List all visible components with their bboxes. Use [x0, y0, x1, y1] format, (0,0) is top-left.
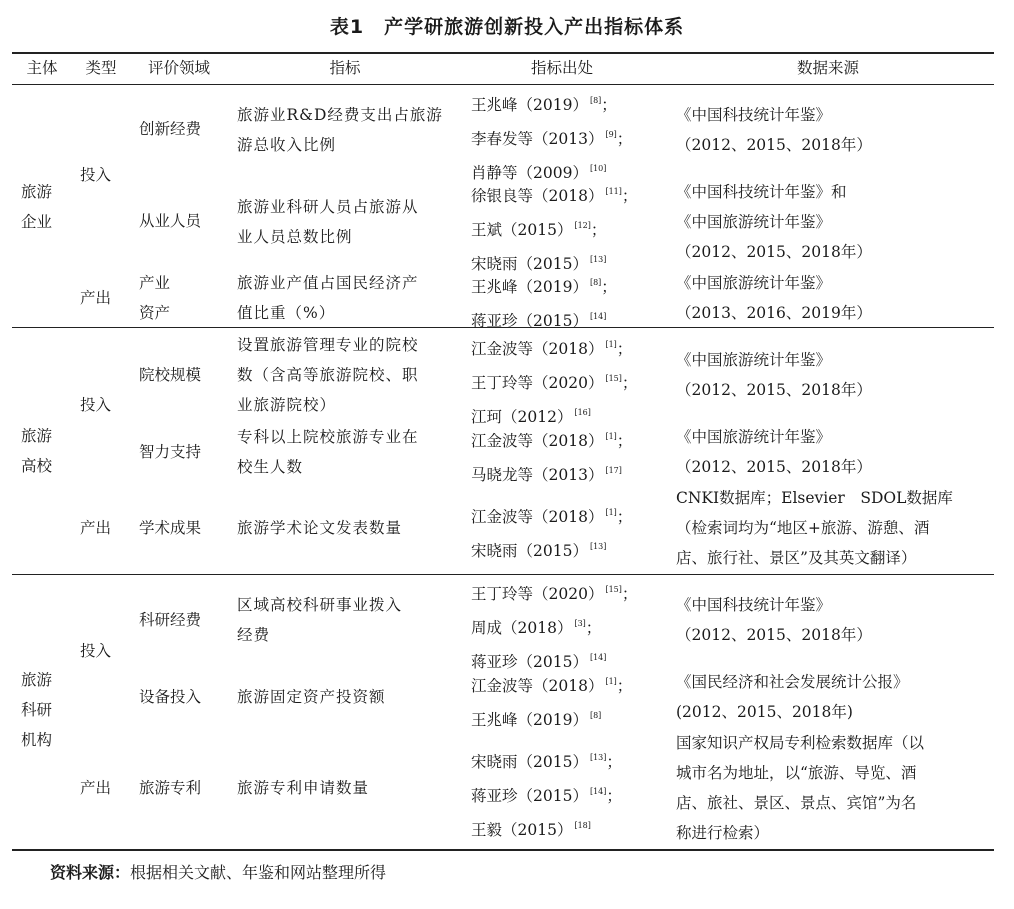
- reference-separator: ；: [616, 432, 633, 450]
- indicator-cell-line: 旅游业产值占国民经济产: [237, 274, 419, 292]
- subject-enterprise-line: 旅游: [21, 183, 53, 201]
- subject-college-line: 旅游: [21, 427, 53, 445]
- field-cell: [139, 268, 170, 328]
- reference-author: 蒋亚珍（2015）: [471, 312, 588, 330]
- field-cell: [139, 605, 201, 635]
- reference-cell: [471, 667, 632, 735]
- indicator-cell-line: 旅游业R&D经费支出占旅游: [237, 106, 443, 124]
- indicator-cell: [237, 192, 419, 252]
- source-cell-line: （检索词均为“地区+旅游、游憩、酒: [676, 519, 930, 537]
- field-cell-line: 产业: [139, 274, 171, 292]
- reference-author: 宋晓雨（2015）: [471, 753, 588, 771]
- subject-college: [21, 421, 52, 481]
- table-title: 表1 产学研旅游创新投入产出指标体系: [329, 16, 685, 38]
- citation-number: [9]: [605, 130, 617, 139]
- source-cell-line: 《中国旅游统计年鉴》: [676, 274, 832, 292]
- reference-separator: ；: [621, 187, 638, 205]
- source-cell-line: 《中国旅游统计年鉴》: [676, 351, 832, 369]
- bottom-rule: [12, 849, 994, 851]
- citation-number: [1]: [605, 340, 617, 349]
- citation-number: [1]: [605, 432, 617, 441]
- reference-cell: [471, 498, 632, 566]
- source-cell-line: 《中国旅游统计年鉴》: [676, 213, 832, 231]
- source-cell-line: 称进行检索）: [676, 824, 770, 842]
- subject-enterprise: [21, 177, 52, 237]
- subject-institute-line: 科研: [21, 701, 53, 719]
- subject-enterprise-line: 企业: [21, 213, 53, 231]
- citation-number: [11]: [605, 187, 622, 196]
- citation-number: [12]: [574, 221, 591, 230]
- field-cell-line: 创新经费: [139, 120, 202, 138]
- reference-line: [471, 811, 622, 845]
- reference-separator: ；: [585, 619, 602, 637]
- source-cell: [676, 667, 909, 727]
- reference-author: 宋晓雨（2015）: [471, 255, 588, 273]
- type-input-line: 投入: [80, 396, 112, 414]
- reference-author: 蒋亚珍（2015）: [471, 653, 588, 671]
- source-cell-line: 国家知识产权局专利检索数据库（以: [676, 734, 925, 752]
- reference-author: 李春发等（2013）: [471, 130, 604, 148]
- field-cell-line: 学术成果: [139, 519, 202, 537]
- type-output-line: 产出: [80, 779, 112, 797]
- citation-number: [3]: [574, 619, 586, 628]
- citation-number: [18]: [574, 821, 591, 830]
- header-reference: 指标出处: [530, 59, 593, 77]
- source-cell-line: （2012、2015、2018年）: [676, 626, 872, 644]
- citation-number: [14]: [589, 312, 607, 321]
- subject-institute: [21, 665, 52, 755]
- indicator-cell-line: 值比重（%）: [237, 304, 336, 322]
- subject-college-line: 高校: [21, 457, 53, 475]
- reference-author: 王毅（2015）: [471, 821, 573, 839]
- indicator-cell-line: 游总收入比例: [237, 136, 337, 154]
- indicator-cell: [237, 422, 419, 482]
- source-cell: [676, 590, 872, 650]
- indicator-cell-line: 经费: [237, 626, 271, 644]
- citation-number: [8]: [589, 96, 602, 105]
- source-cell-line: CNKI数据库；Elsevier SDOL数据库: [676, 489, 953, 507]
- indicator-cell: [237, 682, 386, 712]
- source-cell-line: （2012、2015、2018年）: [676, 136, 872, 154]
- reference-author: 王丁玲等（2020）: [471, 374, 604, 392]
- header-rule: [12, 84, 994, 85]
- source-cell-line: 城市名为地址，以“旅游、导览、酒: [676, 764, 917, 782]
- source-cell: [676, 483, 953, 573]
- reference-line: [471, 330, 637, 364]
- subject-institute-line: 机构: [21, 731, 53, 749]
- indicator-cell-line: 校生人数: [237, 458, 304, 476]
- reference-author: 江金波等（2018）: [471, 340, 604, 358]
- source-cell: [676, 177, 872, 267]
- header-type: 类型: [85, 59, 117, 77]
- field-cell: [139, 773, 201, 803]
- field-cell: [139, 682, 201, 712]
- reference-author: 蒋亚珍（2015）: [471, 787, 588, 805]
- header-source: 数据来源: [796, 59, 859, 77]
- citation-number: [15]: [605, 374, 622, 383]
- citation-number: [1]: [605, 508, 617, 517]
- indicator-cell-line: 业人员总数比例: [237, 228, 353, 246]
- source-cell-line: 《中国科技统计年鉴》: [676, 596, 832, 614]
- reference-line: [471, 701, 632, 735]
- reference-author: 宋晓雨（2015）: [471, 542, 588, 560]
- field-cell-line: 智力支持: [139, 443, 202, 461]
- indicator-cell-line: 旅游业科研人员占旅游从: [237, 198, 419, 216]
- field-cell-line: 院校规模: [139, 366, 202, 384]
- citation-number: [13]: [589, 753, 607, 762]
- reference-line: [471, 177, 637, 211]
- reference-cell: [471, 268, 617, 336]
- reference-author: 马晓龙等（2013）: [471, 466, 604, 484]
- reference-separator: ；: [616, 677, 633, 695]
- reference-line: [471, 609, 637, 643]
- reference-author: 王丁玲等（2020）: [471, 585, 604, 603]
- field-cell-line: 资产: [139, 304, 171, 322]
- field-cell-line: 从业人员: [139, 212, 202, 230]
- field-cell-line: 科研经费: [139, 611, 202, 629]
- source-cell-line: 《中国科技统计年鉴》: [676, 106, 832, 124]
- header-subject: 主体: [26, 59, 58, 77]
- reference-cell: [471, 177, 637, 279]
- reference-author: 王兆峰（2019）: [471, 278, 588, 296]
- subject-institute-line: 旅游: [21, 671, 53, 689]
- indicator-cell: [237, 773, 369, 803]
- type-input: [80, 160, 111, 190]
- source-cell: [676, 345, 872, 405]
- indicator-cell: [237, 268, 419, 328]
- table-footnote: [50, 860, 386, 883]
- reference-line: [471, 120, 632, 154]
- reference-line: [471, 667, 632, 701]
- citation-number: [13]: [589, 255, 607, 264]
- reference-cell: [471, 743, 622, 845]
- reference-cell: [471, 422, 632, 490]
- reference-separator: ；: [616, 340, 633, 358]
- citation-number: [17]: [605, 466, 622, 475]
- footnote-label: 资料来源：: [50, 863, 131, 882]
- type-output: [80, 773, 111, 803]
- indicator-cell-line: 旅游学术论文发表数量: [237, 519, 403, 537]
- type-input-line: 投入: [80, 642, 112, 660]
- reference-line: [471, 575, 637, 609]
- reference-line: [471, 498, 632, 532]
- indicator-cell: [237, 330, 419, 420]
- citation-number: [10]: [589, 164, 607, 173]
- indicator-cell-line: 旅游固定资产投资额: [237, 688, 386, 706]
- field-cell-line: 设备投入: [139, 688, 202, 706]
- reference-author: 江金波等（2018）: [471, 677, 604, 695]
- reference-author: 王兆峰（2019）: [471, 711, 588, 729]
- reference-line: [471, 532, 632, 566]
- reference-separator: ；: [621, 374, 638, 392]
- source-cell-line: （2012、2015、2018年）: [676, 458, 872, 476]
- citation-number: [8]: [589, 711, 602, 720]
- indicator-cell-line: 数（含高等旅游院校、职: [237, 366, 419, 384]
- reference-author: 王兆峰（2019）: [471, 96, 588, 114]
- reference-separator: ；: [601, 96, 617, 114]
- source-cell: [676, 100, 872, 160]
- reference-author: 肖静等（2009）: [471, 164, 588, 182]
- reference-author: 江珂（2012）: [471, 408, 573, 426]
- indicator-cell: [237, 590, 402, 650]
- reference-author: 江金波等（2018）: [471, 432, 604, 450]
- reference-cell: [471, 330, 637, 432]
- reference-separator: ；: [601, 278, 617, 296]
- field-cell-line: 旅游专利: [139, 779, 202, 797]
- type-output: [80, 283, 111, 313]
- indicator-cell-line: 业旅游院校）: [237, 396, 337, 414]
- reference-line: [471, 743, 622, 777]
- source-cell-line: 《中国科技统计年鉴》和: [676, 183, 847, 201]
- citation-number: [15]: [605, 585, 622, 594]
- reference-cell: [471, 575, 637, 677]
- citation-number: [13]: [589, 542, 607, 551]
- indicator-cell-line: 旅游专利申请数量: [237, 779, 370, 797]
- type-input: [80, 390, 111, 420]
- field-cell: [139, 206, 201, 236]
- footnote-text: 根据相关文献、年鉴和网站整理所得: [130, 863, 387, 882]
- indicator-cell: [237, 100, 443, 160]
- type-input: [80, 636, 111, 666]
- indicator-cell-line: 设置旅游管理专业的院校: [237, 336, 419, 354]
- source-cell: [676, 422, 872, 482]
- reference-author: 徐银良等（2018）: [471, 187, 604, 205]
- reference-line: [471, 268, 617, 302]
- reference-author: 王斌（2015）: [471, 221, 573, 239]
- type-output: [80, 513, 111, 543]
- citation-number: [1]: [605, 677, 617, 686]
- source-cell-line: 《中国旅游统计年鉴》: [676, 428, 832, 446]
- source-cell: [676, 268, 872, 328]
- reference-line: [471, 777, 622, 811]
- reference-separator: ；: [590, 221, 607, 239]
- source-cell-line: 店、旅社、景区、景点、宾馆”为名: [676, 794, 917, 812]
- reference-line: [471, 211, 637, 245]
- field-cell: [139, 513, 201, 543]
- type-output-line: 产出: [80, 289, 112, 307]
- reference-line: [471, 456, 632, 490]
- citation-number: [14]: [589, 787, 607, 796]
- citation-number: [8]: [589, 278, 602, 287]
- field-cell: [139, 114, 201, 144]
- source-cell-line: 店、旅行社、景区”及其英文翻译）: [676, 549, 917, 567]
- type-input-line: 投入: [80, 166, 112, 184]
- reference-author: 江金波等（2018）: [471, 508, 604, 526]
- source-cell-line: (2012、2015、2018年): [676, 703, 853, 721]
- field-cell: [139, 437, 201, 467]
- type-output-line: 产出: [80, 519, 112, 537]
- reference-separator: ；: [616, 130, 633, 148]
- citation-number: [14]: [589, 653, 607, 662]
- reference-separator: ；: [606, 753, 622, 771]
- reference-separator: ；: [606, 787, 622, 805]
- source-cell-line: 《国民经济和社会发展统计公报》: [676, 673, 909, 691]
- citation-number: [16]: [574, 408, 591, 417]
- source-cell-line: （2013、2016、2019年）: [676, 304, 872, 322]
- header-field: 评价领域: [147, 59, 210, 77]
- reference-separator: ；: [621, 585, 638, 603]
- indicator-cell-line: 区域高校科研事业拨入: [237, 596, 403, 614]
- reference-line: [471, 86, 632, 120]
- reference-separator: ；: [616, 508, 633, 526]
- indicator-cell-line: 专科以上院校旅游专业在: [237, 428, 419, 446]
- source-cell-line: （2012、2015、2018年）: [676, 243, 872, 261]
- header-indicator: 指标: [329, 59, 361, 77]
- reference-author: 周成（2018）: [471, 619, 573, 637]
- indicator-cell: [237, 513, 402, 543]
- source-cell-line: （2012、2015、2018年）: [676, 381, 872, 399]
- source-cell: [676, 728, 924, 848]
- reference-cell: [471, 86, 632, 188]
- reference-line: [471, 364, 637, 398]
- reference-line: [471, 422, 632, 456]
- field-cell: [139, 360, 201, 390]
